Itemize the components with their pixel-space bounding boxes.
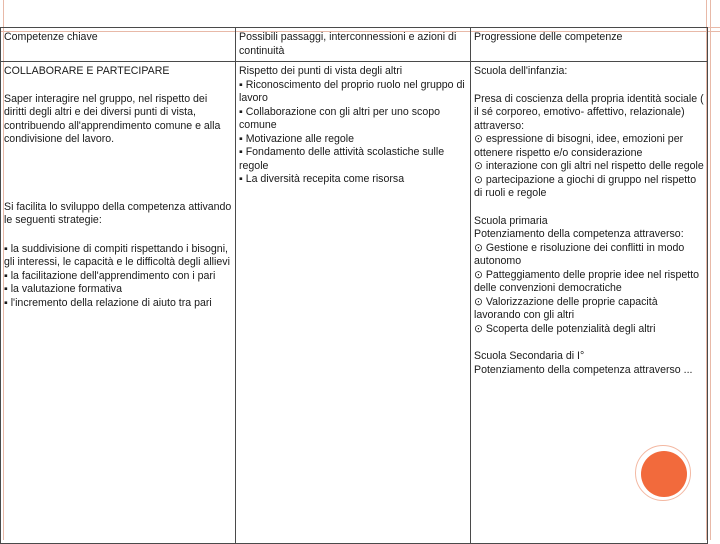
passaggi-item: ▪ Collaborazione con gli altri per uno scopo comune xyxy=(239,105,441,131)
header-competenze-chiave: Competenze chiave xyxy=(1,28,236,62)
header-passaggi: Possibili passaggi, interconnessioni e azioni di continuità xyxy=(236,28,471,62)
col-passaggi xyxy=(236,62,471,544)
primaria-item: ⊙ Gestione e risoluzione dei conflitti in modo autonomo xyxy=(474,241,685,267)
competences-table xyxy=(0,27,708,544)
passaggi-item: ▪ La diversità recepita come risorsa xyxy=(239,173,405,185)
passaggi-item: ▪ Motivazione alle regole xyxy=(239,132,355,145)
clock-icon: ⊙ xyxy=(474,322,483,335)
strategies-intro: Si facilita lo sviluppo della competenza attivando le seguenti strategie: xyxy=(4,200,232,226)
clock-icon: ⊙ xyxy=(474,295,483,308)
strategy-item: ▪ la facilitazione dell'apprendimento con i pari xyxy=(4,269,216,282)
infanzia-item: ⊙ espressione di bisogni, idee, emozioni per ottenere rispetto e/o considerazione xyxy=(474,133,684,159)
infanzia-item: ⊙ interazione con gli altri nel rispetto delle regole xyxy=(474,160,704,172)
col-competenza xyxy=(1,62,236,544)
clock-icon: ⊙ xyxy=(474,268,483,281)
clock-icon: ⊙ xyxy=(474,133,483,145)
secondaria-title: Scuola Secondaria di I° xyxy=(474,350,585,362)
clock-icon: ⊙ xyxy=(474,173,483,186)
frame-line-right-outer xyxy=(710,0,711,540)
table-header-row xyxy=(1,28,708,62)
strategy-item: ▪ la suddivisione di compiti rispettando i bisogni, gli interessi, le capacità e le difficoltà degli allievi xyxy=(4,242,230,268)
primaria-item: ⊙ Scoperta delle potenzialità degli altri xyxy=(474,322,656,335)
infanzia-item: ⊙ partecipazione a giochi di gruppo nel rispetto di ruoli e regole xyxy=(474,173,697,199)
passaggi-item: ▪ Fondamento delle attività scolastiche sulle regole xyxy=(239,146,445,172)
infanzia-intro: Presa di coscienza della propria identità sociale ( il sé corporeo, emotivo- affettivo, relazionale) attraverso: xyxy=(474,92,704,132)
header-progressione: Progressione delle competenze xyxy=(471,28,708,62)
table-body-row xyxy=(1,62,708,544)
passaggi-item: ▪ Riconoscimento del proprio ruolo nel gruppo di lavoro xyxy=(239,78,465,104)
primaria-item: ⊙ Patteggiamento delle proprie idee nel rispetto delle convenzioni democratiche xyxy=(474,268,700,294)
secondaria-intro: Potenziamento della competenza attraverso ... xyxy=(474,363,693,376)
clock-icon: ⊙ xyxy=(474,241,483,254)
clock-icon: ⊙ xyxy=(474,160,483,172)
primaria-intro: Potenziamento della competenza attraverso: xyxy=(474,228,684,240)
competence-title: COLLABORARE E PARTECIPARE xyxy=(4,65,170,77)
strategy-item: ▪ l'incremento della relazione di aiuto tra pari xyxy=(4,296,212,309)
primaria-item: ⊙ Valorizzazione delle proprie capacità lavorando con gli altri xyxy=(474,295,658,321)
infanzia-title: Scuola dell'infanzia: xyxy=(474,65,568,77)
competence-description: Saper interagire nel gruppo, nel rispetto dei diritti degli altri e dei diversi punti di vista, contribuendo all'apprendimento comune e alla condivisione del lavoro. xyxy=(4,92,221,145)
passaggi-intro: Rispetto dei punti di vista degli altri xyxy=(239,65,403,77)
accent-circle xyxy=(641,451,687,497)
primaria-title: Scuola primaria xyxy=(474,214,548,227)
strategy-item: ▪ la valutazione formativa xyxy=(4,283,122,295)
